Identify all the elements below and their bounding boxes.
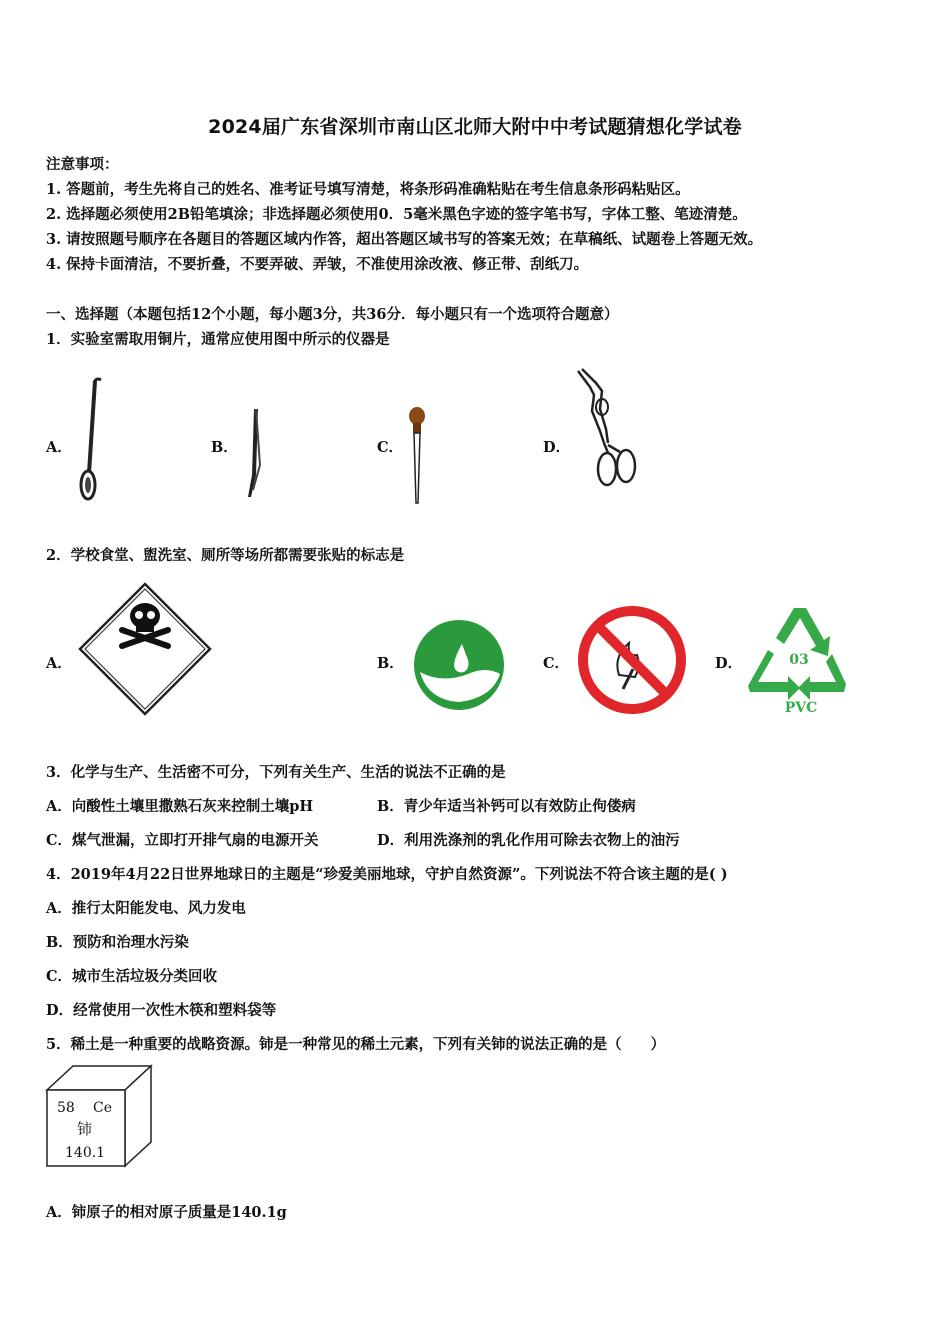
recycle-pvc-icon (748, 604, 852, 716)
notice-item-4: 4. 保持卡面清洁，不要折叠，不要弄破、弄皱，不准使用涂改液、修正带、刮纸刀。 (46, 256, 589, 273)
recycle-label: PVC (784, 700, 818, 716)
dropper-icon (402, 405, 432, 507)
q4-option-a: A．推行太阳能发电、风力发电 (46, 900, 246, 917)
notice-item-2: 2. 选择题必须使用2B铅笔填涂；非选择题必须使用0．5毫米黑色字迹的签字笔书写，字体工整、笔迹清楚。 (46, 206, 747, 223)
q1-option-b: B． (211, 439, 238, 456)
notice-heading: 注意事项： (46, 156, 119, 173)
q3-option-a: A．向酸性土壤里撒熟石灰来控制土壤pH (46, 798, 314, 815)
q4-stem: 4．2019年4月22日世界地球日的主题是“珍爱美丽地球，守护自然资源”。下列说法不符合该主题的是( ) (46, 866, 728, 883)
q1-option-c: C． (377, 439, 404, 456)
element-number: 58 (57, 1100, 75, 1116)
q1-option-a: A． (46, 439, 72, 456)
q5-stem: 5．稀土是一种重要的战略资源。铈是一种常见的稀土元素，下列有关铈的说法正确的是（ ） (46, 1036, 666, 1053)
q2-stem: 2．学校食堂、盥洗室、厕所等场所都需要张贴的标志是 (46, 547, 405, 564)
q2-option-c: C． (543, 655, 570, 672)
tweezers-icon (238, 405, 268, 505)
element-mass: 140.1 (65, 1145, 106, 1161)
q3-option-d: D．利用洗涤剂的乳化作用可除去衣物上的油污 (377, 832, 680, 849)
page-title: 2024届广东省深圳市南山区北师大附中中考试题猜想化学试卷 (208, 116, 742, 138)
toxic-sign-icon (78, 582, 212, 716)
spoon-icon (74, 375, 114, 505)
q3-stem: 3．化学与生产、生活密不可分，下列有关生产、生活的说法不正确的是 (46, 764, 506, 781)
q2-option-d: D． (715, 655, 743, 672)
recycle-number: 03 (789, 652, 809, 668)
no-fire-icon (577, 605, 687, 715)
q4-option-b: B．预防和治理水污染 (46, 934, 189, 951)
q3-option-c: C．煤气泄漏，立即打开排气扇的电源开关 (46, 832, 319, 849)
element-symbol: Ce (93, 1100, 112, 1116)
q4-option-c: C．城市生活垃圾分类回收 (46, 968, 218, 985)
q1-stem: 1．实验室需取用铜片，通常应使用图中所示的仪器是 (46, 331, 390, 348)
element-name: 铈 (77, 1120, 93, 1138)
element-cell-ce (45, 1064, 155, 1170)
notice-item-3: 3. 请按照题号顺序在各题目的答题区域内作答，超出答题区域书写的答案无效；在草稿纸、试题卷上答题无效。 (46, 231, 763, 248)
q5-option-a: A．铈原子的相对原子质量是140.1g (46, 1204, 287, 1221)
crucible-tongs-icon (570, 365, 645, 493)
q3-option-b: B．青少年适当补钙可以有效防止佝偻病 (377, 798, 636, 815)
q2-option-a: A． (46, 655, 72, 672)
water-saving-icon (412, 620, 506, 710)
q4-option-d: D．经常使用一次性木筷和塑料袋等 (46, 1002, 277, 1019)
section-heading: 一、选择题（本题包括12个小题，每小题3分，共36分．每小题只有一个选项符合题意） (46, 306, 619, 323)
q1-option-d: D． (543, 439, 571, 456)
notice-item-1: 1. 答题前，考生先将自己的姓名、准考证号填写清楚，将条形码准确粘贴在考生信息条形码粘贴区。 (46, 181, 690, 198)
q2-option-b: B． (377, 655, 404, 672)
